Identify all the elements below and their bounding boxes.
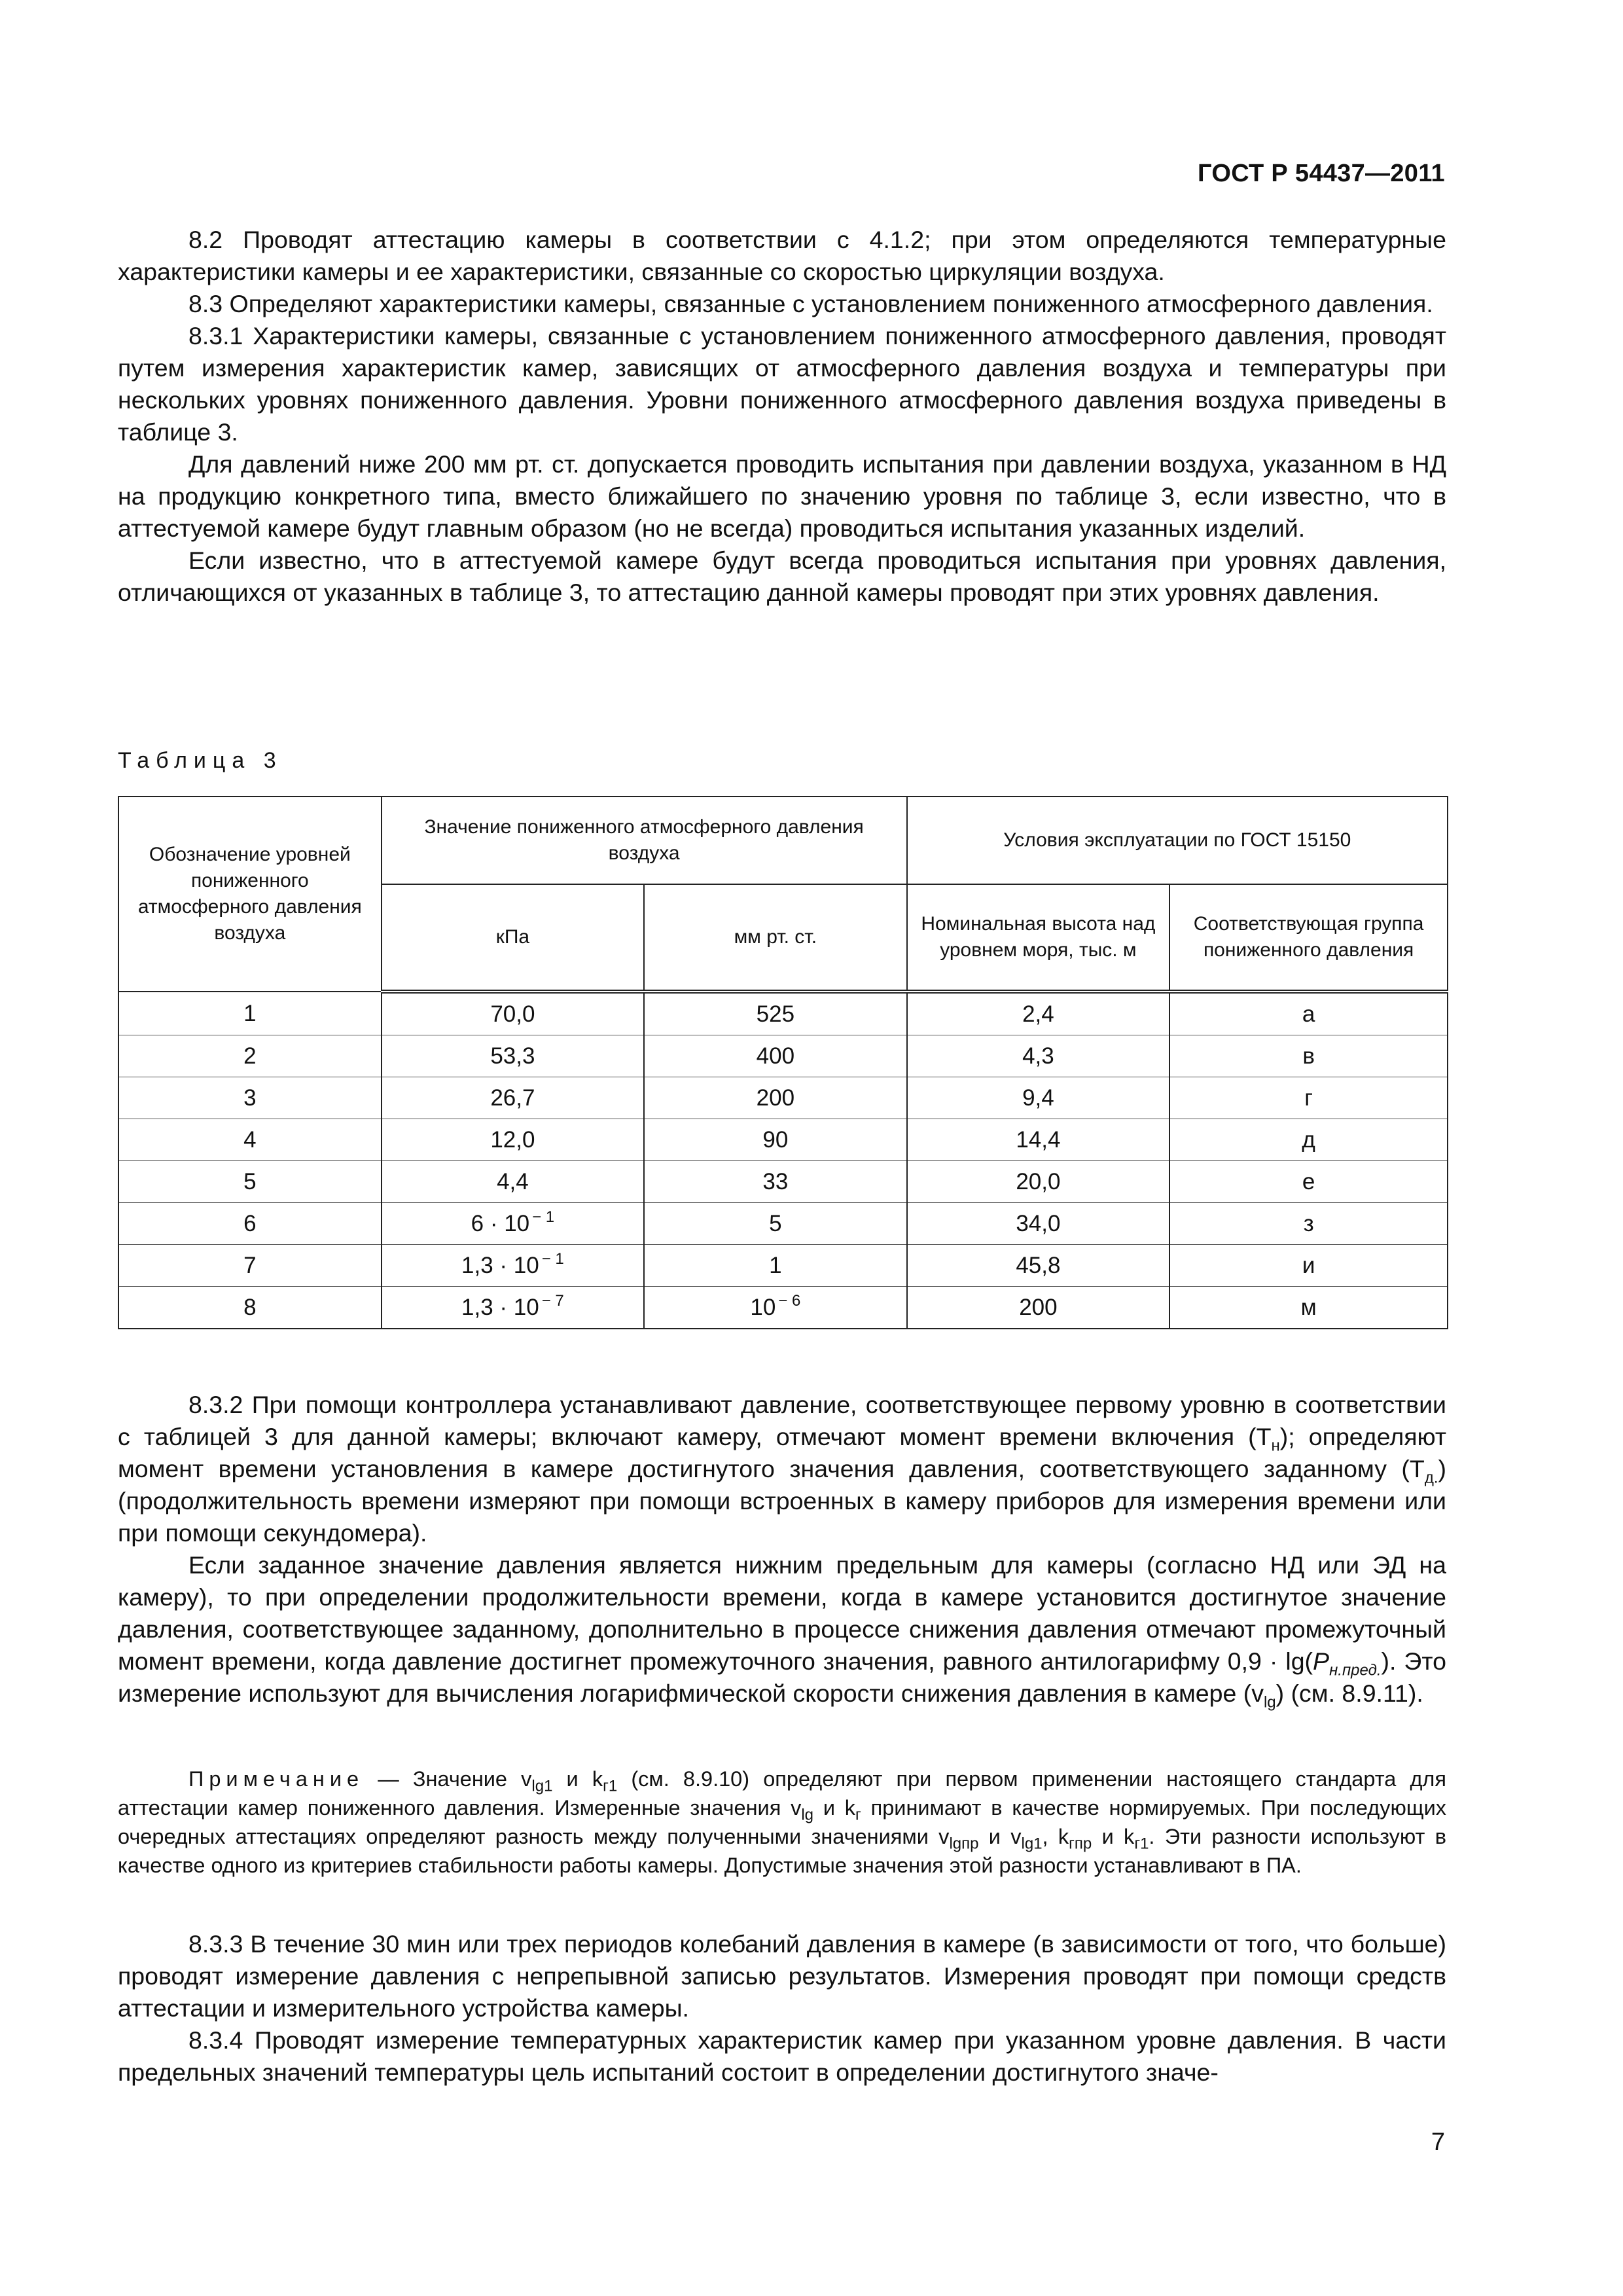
note-text: и k (813, 1796, 856, 1820)
cell-group (1169, 1245, 1448, 1287)
cell-kpa (382, 1077, 644, 1119)
note-text: и v (978, 1825, 1022, 1848)
note-text: и k (552, 1767, 603, 1791)
cell-mmhg (644, 1119, 906, 1161)
table-row (118, 1035, 1448, 1077)
cell-altitude (907, 1287, 1170, 1329)
cell-kpa-value: 1,3 · 10 (461, 1294, 539, 1320)
cell-kpa (382, 1287, 644, 1329)
note-label: Примечание (188, 1767, 365, 1791)
cell-altitude-value: 9,4 (1022, 1085, 1054, 1111)
cell-level (118, 1203, 382, 1245)
cell-group (1169, 1035, 1448, 1077)
text-span: ); определяют момент времени установления в камере достигнутого значения давления, соответствующего заданному (Т (118, 1423, 1446, 1482)
cell-level-value: 6 (243, 1210, 257, 1236)
cell-kpa (382, 992, 644, 1035)
cell-level-value: 4 (243, 1126, 257, 1153)
cell-mmhg-value: 33 (762, 1168, 789, 1194)
cell-altitude (907, 1119, 1170, 1161)
section-8-3-2-block (118, 1389, 1446, 1710)
cell-kpa-value: 1,3 · 10 (461, 1252, 539, 1278)
cell-group-value: в (1302, 1043, 1315, 1069)
note-subscript: lg1 (1021, 1835, 1043, 1853)
note-text: принимают в качестве нормируемых. При последующих очередных аттестациях определяют разность между полученными значениями v (118, 1796, 1446, 1848)
note-subscript: lg1 (531, 1777, 553, 1795)
table-row (118, 1161, 1448, 1203)
cell-group-value: г (1304, 1085, 1313, 1111)
cell-altitude-value: 34,0 (1016, 1210, 1061, 1236)
cell-group (1169, 1077, 1448, 1119)
cell-altitude (907, 1077, 1170, 1119)
cell-mmhg (644, 1077, 906, 1119)
variable-p: P (1313, 1647, 1330, 1675)
cell-level-value: 8 (243, 1294, 257, 1320)
subscript-lg: lg (1263, 1693, 1276, 1712)
cell-group (1169, 1287, 1448, 1329)
cell-group (1169, 1203, 1448, 1245)
paragraph-lower-limit (118, 1549, 1446, 1710)
cell-kpa-value: 53,3 (490, 1043, 535, 1069)
note-text: и k (1092, 1825, 1135, 1848)
cell-mmhg (644, 1287, 906, 1329)
cell-level (118, 1077, 382, 1119)
cell-kpa (382, 1161, 644, 1203)
cell-mmhg (644, 992, 906, 1035)
cell-mmhg (644, 1203, 906, 1245)
text-span: ) (см. 8.9.11). (1275, 1679, 1423, 1707)
header-level-designation: Обозначение уровней пониженного атмосферного давления воздуха (118, 797, 382, 992)
cell-group-value: и (1302, 1252, 1315, 1278)
cell-kpa-exponent: − 1 (541, 1249, 564, 1268)
text-span: 8.3.2 При помощи контроллера устанавливают давление, соответствующее первому уровню в соответствии с таблицей 3 для данной камеры; включают камеру, отмечают момент времени включения (Т (118, 1391, 1446, 1450)
page-number: 7 (1431, 2128, 1445, 2156)
cell-mmhg-value: 525 (756, 1001, 795, 1027)
paragraph-other-levels: Если известно, что в аттестуемой камере будут всегда проводиться испытания при уровнях давления, отличающихся от указанных в таблице 3, то аттестацию данной камеры проводят при этих уровнях давления. (118, 547, 1446, 606)
subscript-d: д. (1424, 1469, 1438, 1487)
paragraph-8-3: 8.3 Определяют характеристики камеры, связанные с установлением пониженного атмосферного давления. (188, 290, 1433, 317)
paragraph-8-3-4: 8.3.4 Проводят измерение температурных характеристик камер при указанном уровне давления. В части предельных значений температуры цель испытаний состоит в определении достигнутого значе- (118, 2026, 1446, 2086)
cell-mmhg (644, 1161, 906, 1203)
table-caption: Таблица 3 (118, 748, 283, 773)
cell-group-value: з (1303, 1210, 1314, 1236)
cell-kpa-value: 12,0 (490, 1126, 535, 1153)
cell-level (118, 992, 382, 1035)
table-row (118, 1203, 1448, 1245)
cell-level (118, 1287, 382, 1329)
note-subscript: lg (801, 1806, 814, 1824)
cell-level-value: 7 (243, 1252, 257, 1278)
note-text: — Значение v (364, 1767, 532, 1791)
cell-group (1169, 992, 1448, 1035)
cell-group (1169, 1161, 1448, 1203)
table-body (118, 992, 1448, 1329)
paragraph-8-3-3: 8.3.3 В течение 30 мин или трех периодов колебаний давления в камере (в зависимости от того, что больше) проводят измерение давления с непрепывной записью результатов. Измерения проводят при помощи средств аттестации и измерительного устройства камеры. (118, 1930, 1446, 2022)
cell-group-value: м (1300, 1294, 1317, 1320)
cell-altitude-value: 20,0 (1016, 1168, 1061, 1194)
cell-kpa (382, 1245, 644, 1287)
cell-kpa (382, 1119, 644, 1161)
cell-altitude-value: 4,3 (1022, 1043, 1054, 1069)
cell-mmhg (644, 1245, 906, 1287)
cell-kpa-value: 4,4 (497, 1168, 529, 1194)
header-pressure-group-class: Соответствующая группа пониженного давления (1169, 884, 1448, 992)
note-subscript: г (855, 1806, 861, 1824)
note-block (118, 1765, 1446, 1880)
cell-kpa-exponent: − 1 (532, 1208, 555, 1226)
cell-altitude (907, 1203, 1170, 1245)
header-conditions-group: Условия эксплуатации по ГОСТ 15150 (907, 797, 1448, 884)
cell-altitude-value: 200 (1019, 1294, 1058, 1320)
cell-kpa (382, 1203, 644, 1245)
note-text: (см. 8.9.10) определяют при первом применении настоящего стандарта для аттестации камер пониженного давления. Измеренные значения v (118, 1767, 1446, 1820)
cell-level (118, 1161, 382, 1203)
text-span: ). Это измерение используют для вычисления логарифмической скорости снижения давления в камере (v (118, 1647, 1446, 1707)
cell-level-value: 1 (243, 1000, 257, 1026)
cell-kpa-value: 6 · 10 (471, 1210, 530, 1236)
text-span: Если заданное значение давления является нижним предельным для камеры (согласно НД или ЭД на камеру), то при определении продолжительности времени, когда в камере установится достигнутое значение давления, соответствующее заданному, дополнительно в процессе снижения давления отмечают промежуточный момент времени, когда давление достигнет промежуточного значения, равного антилогарифму 0,9 · lg( (118, 1551, 1446, 1675)
cell-mmhg-value: 200 (756, 1085, 795, 1111)
cell-altitude (907, 992, 1170, 1035)
note-subscript: lgпр (949, 1835, 979, 1853)
cell-mmhg-value: 5 (769, 1210, 782, 1236)
cell-level (118, 1245, 382, 1287)
header-pressure-group: Значение пониженного атмосферного давления воздуха (382, 797, 907, 884)
cell-group-value: д (1302, 1126, 1315, 1153)
cell-mmhg (644, 1035, 906, 1077)
cell-mmhg-value: 1 (769, 1252, 782, 1278)
text-span: ) (продолжительность времени измеряют при помощи встроенных в камеру приборов для измерения времени или при помощи секундомера). (118, 1455, 1446, 1547)
table-row (118, 1077, 1448, 1119)
cell-group-value: е (1302, 1168, 1315, 1194)
cell-altitude (907, 1035, 1170, 1077)
note-subscript: гпр (1069, 1835, 1092, 1853)
cell-group (1169, 1119, 1448, 1161)
note-text: , k (1042, 1825, 1069, 1848)
subscript-n-pred (1329, 1662, 1381, 1679)
intro-text-block (118, 224, 1446, 609)
cell-level (118, 1035, 382, 1077)
table-row (118, 1245, 1448, 1287)
paragraph-8-3-2 (118, 1389, 1446, 1549)
paragraph-8-2: 8.2 Проводят аттестацию камеры в соответствии с 4.1.2; при этом определяются температурные характеристики камеры и ее характеристики, связанные со скоростью циркуляции воздуха. (118, 226, 1446, 285)
cell-mmhg-value: 90 (762, 1126, 789, 1153)
table-row (118, 1119, 1448, 1161)
cell-mmhg-value: 10 (750, 1294, 776, 1320)
paragraph-8-3-1: 8.3.1 Характеристики камеры, связанные с установлением пониженного атмосферного давления, проводят путем измерения характеристик камер, зависящих от атмосферного давления воздуха и температуры при нескольких уровнях пониженного давления. Уровни пониженного атмосферного давления воздуха приведены в таблице 3. (118, 322, 1446, 446)
table-row (118, 1287, 1448, 1329)
note-text: . Эти разности используют в качестве одного из критериев стабильности работы камеры. Допустимые значения этой разности устанавливают в ПА. (118, 1825, 1446, 1877)
cell-kpa (382, 1035, 644, 1077)
cell-kpa-exponent: − 7 (541, 1291, 564, 1310)
cell-level-value: 3 (243, 1085, 257, 1111)
pressure-levels-table (118, 796, 1448, 1329)
header-mmhg: мм рт. ст. (644, 884, 906, 992)
note-subscript: г1 (1134, 1835, 1149, 1853)
cell-kpa-value: 70,0 (490, 1001, 535, 1027)
cell-mmhg-exponent: − 6 (778, 1291, 801, 1310)
cell-altitude (907, 1245, 1170, 1287)
header-altitude: Номинальная высота над уровнем моря, тыс. м (907, 884, 1170, 992)
section-8-3-3-block (118, 1928, 1446, 2089)
cell-group-value: а (1302, 1001, 1315, 1027)
cell-level-value: 2 (243, 1043, 257, 1069)
cell-level-value: 5 (243, 1168, 257, 1194)
cell-altitude-value: 2,4 (1022, 1001, 1054, 1027)
cell-altitude-value: 45,8 (1016, 1252, 1061, 1278)
table-row (118, 992, 1448, 1035)
cell-mmhg-value: 400 (756, 1043, 795, 1069)
note-subscript: г1 (603, 1777, 618, 1795)
header-kpa: кПа (382, 884, 644, 992)
cell-altitude-value: 14,4 (1016, 1126, 1061, 1153)
subscript-n: н (1271, 1437, 1280, 1455)
cell-level (118, 1119, 382, 1161)
cell-kpa-value: 26,7 (490, 1085, 535, 1111)
cell-altitude (907, 1161, 1170, 1203)
subscript-n-pred-text: н.пред. (1329, 1661, 1382, 1679)
paragraph-below-200: Для давлений ниже 200 мм рт. ст. допускается проводить испытания при давлении воздуха, указанном в НД на продукцию конкретного типа, вместо ближайшего по значению уровня по таблице 3, если известно, что в аттестуемой камере будут главным образом (но не всегда) проводиться испытания указанных изделий. (118, 450, 1446, 542)
document-header-id: ГОСТ Р 54437—2011 (1198, 160, 1445, 187)
